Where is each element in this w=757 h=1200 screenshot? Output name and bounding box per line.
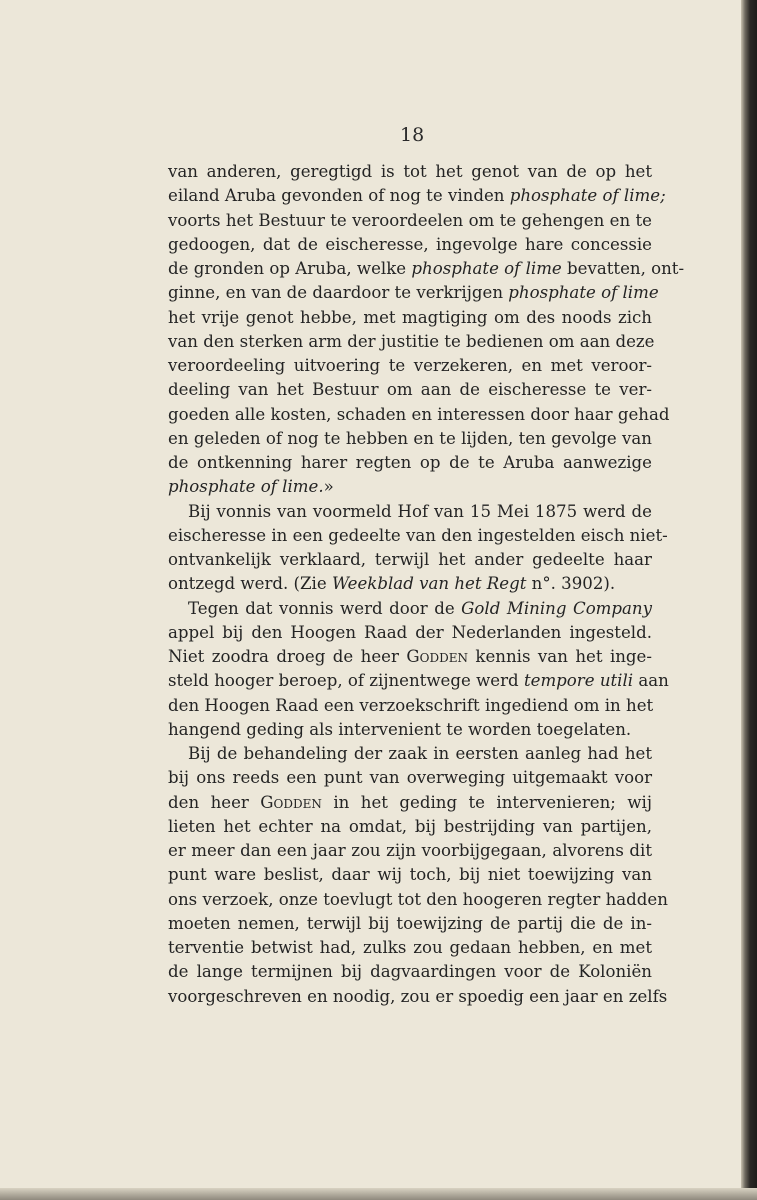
italic-text: phosphate of lime.: [168, 477, 324, 497]
text-run: er meer dan een jaar zou zijn voorbijgegaan, alvorens dit: [168, 841, 652, 860]
text-run: voorgeschreven en noodig, zou er spoedig een jaar en zelfs: [168, 986, 668, 1006]
italic-text: tempore utili: [523, 671, 634, 691]
text-line: [168, 766, 652, 790]
text-run: n°. 3902).: [526, 574, 616, 594]
text-run: ginne, en van de daardoor te verkrijgen: [168, 283, 509, 303]
text-run: veroordeeling uitvoering te verzekeren, en met veroor-: [168, 356, 652, 375]
text-line: [168, 548, 652, 572]
text-line: [168, 621, 652, 645]
text-run: Bij de behandeling der zaak in eersten aanleg had het: [188, 744, 652, 763]
text-run: kennis van het inge-: [467, 647, 652, 666]
text-line: [168, 233, 652, 257]
text-run: bevatten, ont-: [561, 259, 685, 278]
text-run: appel bij den Hoogen Raad der Nederlanden ingesteld.: [168, 622, 652, 642]
text-run: lieten het echter na omdat, bij bestrijding van partijen,: [168, 816, 652, 836]
text-line: [168, 281, 659, 305]
text-run: en geleden of nog te hebben en te lijden, ten gevolge van: [168, 428, 652, 448]
text-line: [168, 645, 652, 669]
text-line: [168, 184, 666, 208]
text-line: [168, 160, 652, 184]
text-line: [168, 694, 652, 718]
page-binding-edge: [741, 0, 757, 1200]
text-run: den heer: [168, 792, 261, 812]
text-run: terventie betwist had, zulks zou gedaan hebben, en met: [168, 938, 652, 957]
smallcaps-name: Godden: [260, 792, 322, 812]
page-bottom-edge: [0, 1188, 757, 1200]
text-line: [168, 427, 652, 451]
text-run: Tegen dat vonnis werd door de: [188, 598, 462, 618]
smallcaps-name: Godden: [406, 647, 468, 666]
italic-text: phosphate of lime;: [509, 186, 666, 206]
text-run: ons verzoek, onze toevlugt tot den hoogeren regter hadden: [168, 889, 668, 909]
text-run: punt ware beslist, daar wij toch, bij niet toewijzing van: [168, 865, 652, 885]
text-line: [168, 451, 652, 475]
text-line: [168, 888, 668, 912]
text-run: in het geding te intervenieren; wij: [321, 792, 652, 812]
text-line: [168, 500, 652, 524]
text-line: [168, 524, 668, 548]
text-run: hangend geding als intervenient te worden toegelaten.: [168, 719, 632, 739]
text-run: eischeresse in een gedeelte van den ingestelden eisch niet-: [168, 525, 668, 545]
text-line: [168, 378, 652, 402]
text-line: [168, 403, 670, 427]
text-run: Bij vonnis van voormeld Hof van 15 Mei 1875 werd de: [188, 501, 652, 521]
text-run: de gronden op Aruba, welke: [168, 259, 412, 278]
text-run: ontzegd werd. (Zie: [168, 574, 332, 594]
text-run: ontvankelijk verklaard, terwijl het ander gedeelte haar: [168, 550, 652, 569]
text-run: goeden alle kosten, schaden en interessen door haar gehad: [168, 404, 670, 424]
text-run: het vrije genot hebbe, met magtiging om des noods zich: [168, 307, 652, 327]
text-line: [168, 572, 652, 596]
text-line: [168, 791, 652, 815]
text-line: [168, 936, 652, 960]
text-line: [168, 960, 652, 984]
text-line: [168, 669, 669, 693]
text-run: eiland Aruba gevonden of nog te vinden: [168, 186, 510, 206]
text-run: moeten nemen, terwijl bij toewijzing de partij die de in-: [168, 913, 652, 933]
text-line: [168, 985, 668, 1009]
italic-text: phosphate of lime: [411, 259, 562, 278]
italic-text: Weekblad van het Regt: [331, 574, 527, 594]
text-line: [168, 839, 652, 863]
text-line: [168, 209, 652, 233]
text-run: van den sterken arm der justitie te bedienen om aan deze: [168, 331, 655, 351]
italic-text: phosphate of lime: [508, 283, 659, 303]
text-run: de ontkenning harer regten op de te Aruba aanwezige: [168, 453, 652, 472]
text-run: aan: [633, 671, 669, 691]
text-run: »: [323, 477, 334, 497]
text-line: [168, 815, 652, 839]
text-run: steld hooger beroep, of zijnentwege werd: [168, 671, 524, 691]
text-line: [168, 257, 685, 281]
body-text: [168, 160, 685, 1009]
text-run: bij ons reeds een punt van overweging uitgemaakt voor: [168, 768, 652, 788]
text-line: [168, 863, 652, 887]
text-run: de lange termijnen bij dagvaardingen voor de Koloniën: [168, 962, 652, 982]
text-line: [168, 912, 652, 936]
text-run: gedoogen, dat de eischeresse, ingevolge hare concessie: [168, 234, 652, 254]
text-run: voorts het Bestuur te veroordeelen om te gehengen en te: [168, 210, 652, 230]
text-run: Niet zoodra droeg de heer: [168, 647, 407, 666]
text-line: [168, 742, 652, 766]
text-run: deeling van het Bestuur om aan de eischeresse te ver-: [168, 380, 652, 400]
text-run: van anderen, geregtigd is tot het genot van de op het: [168, 162, 652, 181]
text-line: [168, 330, 655, 354]
text-line: [168, 354, 652, 378]
page-number: 18: [400, 124, 425, 146]
text-line: [168, 306, 652, 330]
text-line: [168, 718, 652, 742]
text-line: [168, 597, 652, 621]
text-run: den Hoogen Raad een verzoekschrift ingediend om in het: [168, 695, 654, 715]
text-line: [168, 475, 652, 499]
italic-text: Gold Mining Company: [461, 598, 652, 618]
